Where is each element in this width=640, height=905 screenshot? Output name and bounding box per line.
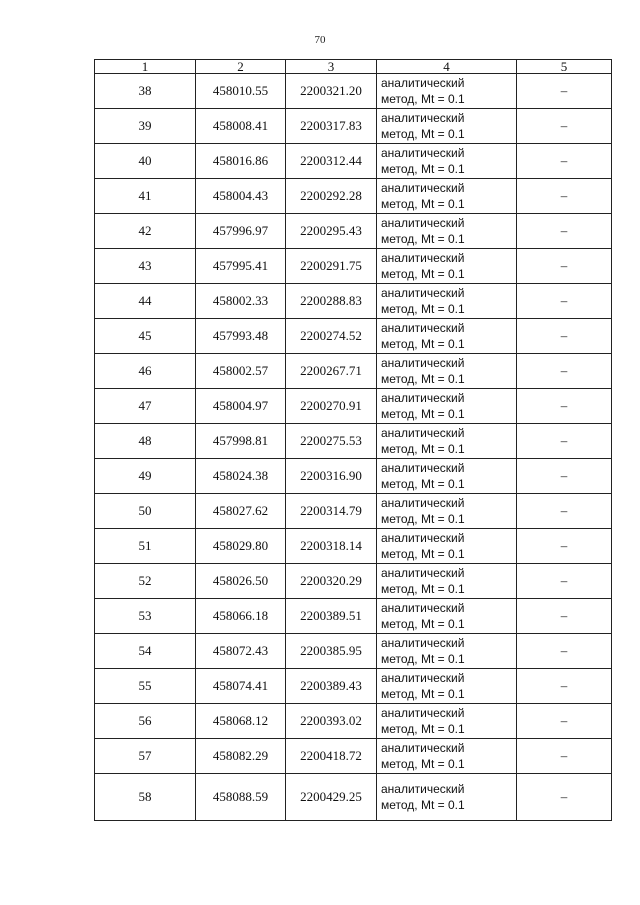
point-number-cell: 47	[95, 389, 196, 424]
x-coordinate-cell: 458002.57	[196, 354, 286, 389]
method-line-2: метод, Mt = 0.1	[381, 722, 465, 736]
point-number-cell: 57	[95, 739, 196, 774]
method-line-2: метод, Mt = 0.1	[381, 232, 465, 246]
method-line-2: метод, Mt = 0.1	[381, 162, 465, 176]
method-line-2: метод, Mt = 0.1	[381, 127, 465, 141]
x-coordinate-cell: 458010.55	[196, 74, 286, 109]
note-cell: –	[517, 74, 612, 109]
note-cell: –	[517, 284, 612, 319]
method-line-1: аналитический	[381, 496, 465, 510]
note-cell: –	[517, 774, 612, 821]
coordinates-table	[94, 59, 612, 821]
x-coordinate-cell: 457993.48	[196, 319, 286, 354]
note-cell: –	[517, 389, 612, 424]
y-coordinate-cell: 2200389.51	[286, 599, 377, 634]
x-coordinate-cell: 458027.62	[196, 494, 286, 529]
point-number-cell: 45	[95, 319, 196, 354]
y-coordinate-cell: 2200389.43	[286, 669, 377, 704]
method-cell	[377, 109, 517, 144]
method-line-1: аналитический	[381, 321, 465, 335]
method-line-2: метод, Mt = 0.1	[381, 302, 465, 316]
header-cell: 1	[95, 60, 196, 74]
method-cell	[377, 144, 517, 179]
note-cell: –	[517, 669, 612, 704]
table-row	[95, 74, 612, 109]
x-coordinate-cell: 458088.59	[196, 774, 286, 821]
method-line-1: аналитический	[381, 461, 465, 475]
y-coordinate-cell: 2200275.53	[286, 424, 377, 459]
table-row	[95, 669, 612, 704]
note-cell: –	[517, 109, 612, 144]
method-line-2: метод, Mt = 0.1	[381, 407, 465, 421]
method-cell	[377, 774, 517, 821]
x-coordinate-cell: 458074.41	[196, 669, 286, 704]
method-cell	[377, 564, 517, 599]
table-row	[95, 634, 612, 669]
note-cell: –	[517, 354, 612, 389]
note-cell: –	[517, 144, 612, 179]
y-coordinate-cell: 2200314.79	[286, 494, 377, 529]
method-line-1: аналитический	[381, 566, 465, 580]
table-row	[95, 179, 612, 214]
table-row	[95, 529, 612, 564]
point-number-cell: 43	[95, 249, 196, 284]
note-cell: –	[517, 319, 612, 354]
table-row	[95, 214, 612, 249]
x-coordinate-cell: 458026.50	[196, 564, 286, 599]
y-coordinate-cell: 2200312.44	[286, 144, 377, 179]
table-row	[95, 599, 612, 634]
y-coordinate-cell: 2200270.91	[286, 389, 377, 424]
table-row	[95, 354, 612, 389]
table-row	[95, 144, 612, 179]
note-cell: –	[517, 459, 612, 494]
method-line-1: аналитический	[381, 426, 465, 440]
x-coordinate-cell: 458004.97	[196, 389, 286, 424]
method-line-2: метод, Mt = 0.1	[381, 92, 465, 106]
method-line-1: аналитический	[381, 531, 465, 545]
point-number-cell: 44	[95, 284, 196, 319]
method-cell	[377, 389, 517, 424]
y-coordinate-cell: 2200385.95	[286, 634, 377, 669]
y-coordinate-cell: 2200321.20	[286, 74, 377, 109]
method-cell	[377, 319, 517, 354]
note-cell: –	[517, 564, 612, 599]
y-coordinate-cell: 2200418.72	[286, 739, 377, 774]
y-coordinate-cell: 2200318.14	[286, 529, 377, 564]
x-coordinate-cell: 457995.41	[196, 249, 286, 284]
note-cell: –	[517, 599, 612, 634]
method-line-1: аналитический	[381, 671, 465, 685]
y-coordinate-cell: 2200292.28	[286, 179, 377, 214]
method-line-1: аналитический	[381, 356, 465, 370]
header-cell: 2	[196, 60, 286, 74]
x-coordinate-cell: 458004.43	[196, 179, 286, 214]
x-coordinate-cell: 458002.33	[196, 284, 286, 319]
header-row	[95, 60, 612, 74]
table-row	[95, 704, 612, 739]
y-coordinate-cell: 2200316.90	[286, 459, 377, 494]
method-cell	[377, 634, 517, 669]
note-cell: –	[517, 704, 612, 739]
point-number-cell: 48	[95, 424, 196, 459]
header-cell: 5	[517, 60, 612, 74]
method-line-2: метод, Mt = 0.1	[381, 798, 465, 812]
note-cell: –	[517, 634, 612, 669]
method-line-1: аналитический	[381, 601, 465, 615]
note-cell: –	[517, 424, 612, 459]
x-coordinate-cell: 458072.43	[196, 634, 286, 669]
method-line-1: аналитический	[381, 706, 465, 720]
y-coordinate-cell: 2200393.02	[286, 704, 377, 739]
method-cell	[377, 354, 517, 389]
point-number-cell: 50	[95, 494, 196, 529]
point-number-cell: 38	[95, 74, 196, 109]
method-line-1: аналитический	[381, 111, 465, 125]
point-number-cell: 41	[95, 179, 196, 214]
table-row	[95, 284, 612, 319]
point-number-cell: 58	[95, 774, 196, 821]
method-line-1: аналитический	[381, 782, 465, 796]
header-cell: 3	[286, 60, 377, 74]
method-line-1: аналитический	[381, 216, 465, 230]
method-line-2: метод, Mt = 0.1	[381, 652, 465, 666]
y-coordinate-cell: 2200288.83	[286, 284, 377, 319]
method-line-2: метод, Mt = 0.1	[381, 617, 465, 631]
y-coordinate-cell: 2200317.83	[286, 109, 377, 144]
method-line-2: метод, Mt = 0.1	[381, 477, 465, 491]
y-coordinate-cell: 2200267.71	[286, 354, 377, 389]
y-coordinate-cell: 2200295.43	[286, 214, 377, 249]
method-line-1: аналитический	[381, 741, 465, 755]
y-coordinate-cell: 2200320.29	[286, 564, 377, 599]
table-row	[95, 564, 612, 599]
table-row	[95, 774, 612, 821]
method-line-2: метод, Mt = 0.1	[381, 267, 465, 281]
point-number-cell: 40	[95, 144, 196, 179]
method-cell	[377, 669, 517, 704]
x-coordinate-cell: 458029.80	[196, 529, 286, 564]
note-cell: –	[517, 739, 612, 774]
method-cell	[377, 459, 517, 494]
header-cell: 4	[377, 60, 517, 74]
page-number: 70	[314, 34, 326, 46]
method-line-2: метод, Mt = 0.1	[381, 372, 465, 386]
method-line-1: аналитический	[381, 286, 465, 300]
x-coordinate-cell: 458066.18	[196, 599, 286, 634]
method-line-1: аналитический	[381, 181, 465, 195]
method-cell	[377, 284, 517, 319]
y-coordinate-cell: 2200291.75	[286, 249, 377, 284]
method-cell	[377, 214, 517, 249]
method-cell	[377, 739, 517, 774]
table-row	[95, 319, 612, 354]
note-cell: –	[517, 494, 612, 529]
method-line-2: метод, Mt = 0.1	[381, 687, 465, 701]
method-line-2: метод, Mt = 0.1	[381, 547, 465, 561]
method-cell	[377, 494, 517, 529]
method-line-1: аналитический	[381, 76, 465, 90]
point-number-cell: 42	[95, 214, 196, 249]
table-row	[95, 109, 612, 144]
table-row	[95, 494, 612, 529]
method-line-1: аналитический	[381, 146, 465, 160]
x-coordinate-cell: 458082.29	[196, 739, 286, 774]
point-number-cell: 49	[95, 459, 196, 494]
note-cell: –	[517, 214, 612, 249]
method-cell	[377, 704, 517, 739]
method-line-1: аналитический	[381, 251, 465, 265]
point-number-cell: 53	[95, 599, 196, 634]
method-cell	[377, 74, 517, 109]
method-line-2: метод, Mt = 0.1	[381, 197, 465, 211]
y-coordinate-cell: 2200274.52	[286, 319, 377, 354]
note-cell: –	[517, 249, 612, 284]
point-number-cell: 52	[95, 564, 196, 599]
method-line-2: метод, Mt = 0.1	[381, 337, 465, 351]
note-cell: –	[517, 179, 612, 214]
method-line-1: аналитический	[381, 636, 465, 650]
method-line-2: метод, Mt = 0.1	[381, 442, 465, 456]
method-cell	[377, 249, 517, 284]
x-coordinate-cell: 457998.81	[196, 424, 286, 459]
x-coordinate-cell: 458068.12	[196, 704, 286, 739]
x-coordinate-cell: 458016.86	[196, 144, 286, 179]
x-coordinate-cell: 458008.41	[196, 109, 286, 144]
point-number-cell: 56	[95, 704, 196, 739]
table-row	[95, 249, 612, 284]
note-cell: –	[517, 529, 612, 564]
table-row	[95, 739, 612, 774]
table-row	[95, 389, 612, 424]
x-coordinate-cell: 457996.97	[196, 214, 286, 249]
method-cell	[377, 179, 517, 214]
method-line-2: метод, Mt = 0.1	[381, 582, 465, 596]
point-number-cell: 39	[95, 109, 196, 144]
table-body	[95, 74, 612, 821]
point-number-cell: 54	[95, 634, 196, 669]
point-number-cell: 55	[95, 669, 196, 704]
method-cell	[377, 599, 517, 634]
method-cell	[377, 529, 517, 564]
point-number-cell: 51	[95, 529, 196, 564]
method-cell	[377, 424, 517, 459]
method-line-2: метод, Mt = 0.1	[381, 512, 465, 526]
method-line-1: аналитический	[381, 391, 465, 405]
method-line-2: метод, Mt = 0.1	[381, 757, 465, 771]
point-number-cell: 46	[95, 354, 196, 389]
table-row	[95, 424, 612, 459]
x-coordinate-cell: 458024.38	[196, 459, 286, 494]
table-row	[95, 459, 612, 494]
y-coordinate-cell: 2200429.25	[286, 774, 377, 821]
